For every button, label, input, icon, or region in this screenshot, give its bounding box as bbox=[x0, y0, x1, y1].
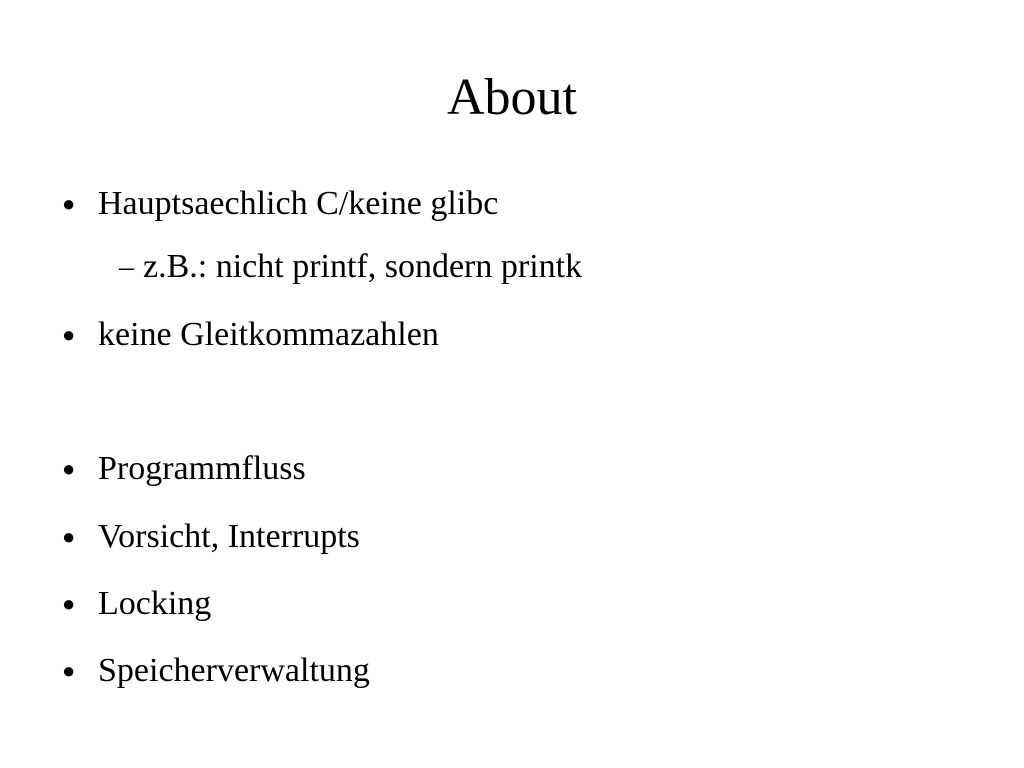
bullet-text: Speicherverwaltung bbox=[98, 652, 370, 689]
bullet-icon: ● bbox=[62, 591, 76, 616]
bullet-icon: ● bbox=[62, 658, 76, 683]
bullet-icon: ● bbox=[62, 191, 76, 216]
sub-bullet-text: z.B.: nicht printf, sondern printk bbox=[143, 248, 583, 285]
bullet-icon: ● bbox=[62, 456, 76, 481]
bullet-icon: ● bbox=[62, 322, 76, 347]
bullet-text: keine Gleitkommazahlen bbox=[98, 316, 439, 353]
bullet-text: Locking bbox=[98, 585, 212, 622]
bullet-text: Programmfluss bbox=[98, 450, 306, 487]
bullet-text: Hauptsaechlich C/keine glibc bbox=[98, 185, 499, 222]
slide-title: About bbox=[447, 69, 577, 126]
bullet-icon: ● bbox=[62, 524, 76, 549]
bullet-text: Vorsicht, Interrupts bbox=[98, 518, 360, 555]
dash-icon: – bbox=[119, 250, 134, 283]
